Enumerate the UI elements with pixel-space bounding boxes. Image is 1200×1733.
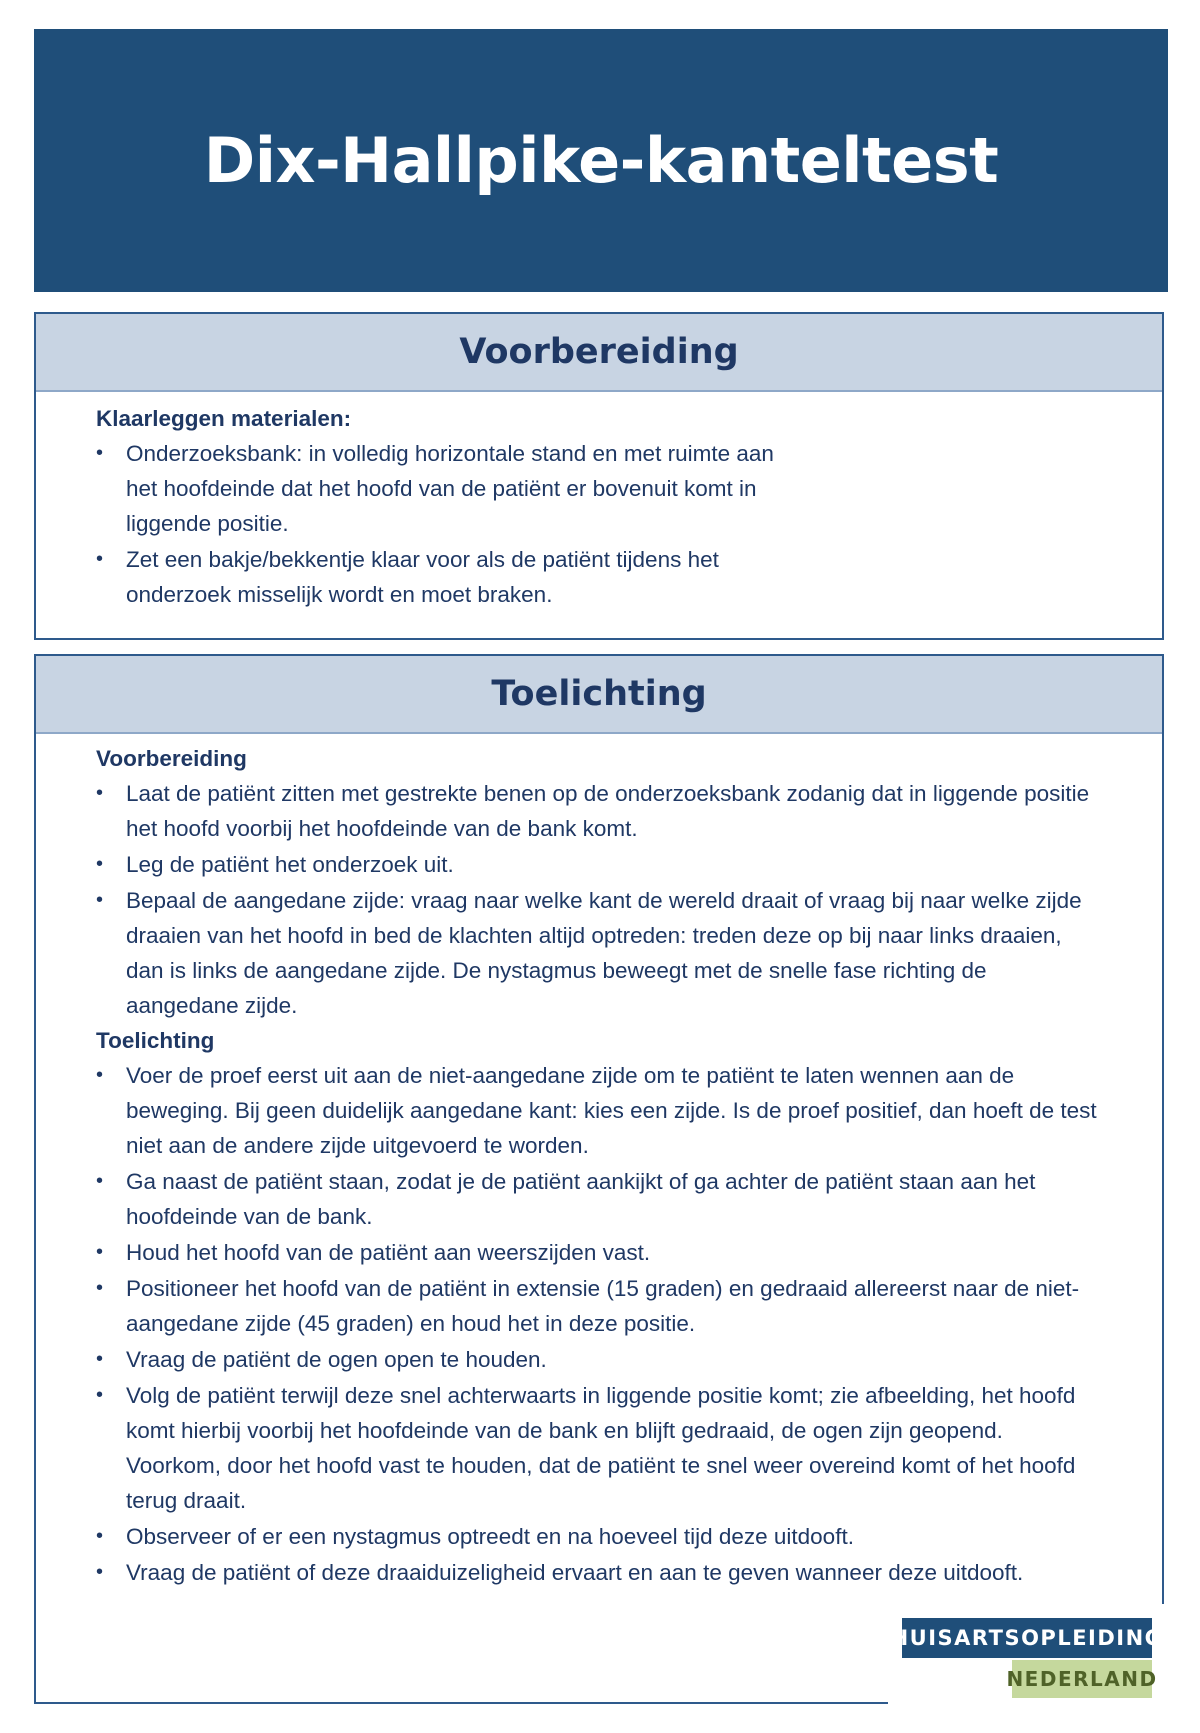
explanation-panel	[34, 654, 1164, 1704]
materials-list	[96, 436, 796, 612]
list-item	[96, 883, 1098, 1023]
list-item-text: Vraag de patiënt de ogen open te houden.	[126, 1347, 547, 1372]
list-item	[96, 1519, 1098, 1554]
explanation-heading: Toelichting	[491, 674, 707, 714]
list-item-text: Zet een bakje/bekkentje klaar voor als de patiënt tijdens het onderzoek misselijk wordt en moet braken.	[126, 547, 719, 607]
list-item-text: Observeer of er een nystagmus optreedt en na hoeveel tijd deze uitdooft.	[126, 1524, 854, 1549]
bullet-icon: •	[96, 1241, 104, 1263]
bullet-icon: •	[96, 1064, 104, 1086]
materials-subheading: Klaarleggen materialen:	[96, 406, 352, 431]
bullet-icon: •	[96, 1525, 104, 1547]
page-title: Dix-Hallpike-kanteltest	[203, 124, 999, 197]
bullet-icon: •	[96, 853, 104, 875]
list-item	[96, 1555, 1098, 1590]
bullet-icon: •	[96, 1277, 104, 1299]
toelichting-subheading: Toelichting	[96, 1028, 215, 1053]
list-item-text: Vraag de patiënt of deze draaiduizeligheid ervaart en aan te geven wanneer deze uitdooft.	[126, 1560, 1024, 1585]
bullet-icon: •	[96, 1384, 104, 1406]
list-item-text: Bepaal de aangedane zijde: vraag naar welke kant de wereld draait of vraag bij naar welke zijde draaien van het hoofd in bed de klachten altijd optreden: treden deze op bij naar links draaien, dan is links de aangedane zijde. De nystagmus beweegt met de snelle fase richting de aangedane zijde.	[126, 888, 1082, 1018]
voorbereiding-subheading: Voorbereiding	[96, 746, 247, 771]
preparation-panel-body	[36, 392, 856, 612]
logo-line-2: NEDERLAND	[1012, 1660, 1152, 1698]
voorbereiding-list	[96, 776, 1098, 1023]
preparation-heading: Voorbereiding	[459, 332, 739, 372]
list-item	[96, 1378, 1098, 1518]
bullet-icon: •	[96, 1170, 104, 1192]
preparation-panel-header	[36, 314, 1162, 392]
list-item-text: Leg de patiënt het onderzoek uit.	[126, 852, 454, 877]
list-item-text: Voer de proef eerst uit aan de niet-aangedane zijde om te patiënt te laten wennen aan de beweging. Bij geen duidelijk aangedane kant: kies een zijde. Is de proef positief, dan hoeft de test niet aan de andere zijde uitgevoerd te worden.	[126, 1063, 1097, 1158]
bullet-icon: •	[96, 782, 104, 804]
logo-line-1: HUISARTSOPLEIDING	[902, 1618, 1152, 1658]
bullet-icon: •	[96, 889, 104, 911]
list-item	[96, 776, 1098, 846]
bullet-icon: •	[96, 1348, 104, 1370]
list-item	[96, 1235, 1098, 1270]
bullet-icon: •	[96, 1561, 104, 1583]
title-banner	[34, 29, 1168, 292]
list-item	[96, 1271, 1098, 1341]
preparation-panel	[34, 312, 1164, 640]
list-item-text: Houd het hoofd van de patiënt aan weerszijden vast.	[126, 1240, 651, 1265]
huisartsopleiding-logo	[888, 1604, 1165, 1733]
list-item	[96, 542, 796, 612]
list-item-text: Positioneer het hoofd van de patiënt in extensie (15 graden) en gedraaid allereerst naar de niet-aangedane zijde (45 graden) en houd het in deze positie.	[126, 1276, 1080, 1336]
list-item-text: Ga naast de patiënt staan, zodat je de patiënt aankijkt of ga achter de patiënt staan aan het hoofdeinde van de bank.	[126, 1169, 1036, 1229]
bullet-icon: •	[96, 442, 104, 464]
explanation-panel-header	[36, 656, 1162, 734]
list-item	[96, 1342, 1098, 1377]
list-item	[96, 1164, 1098, 1234]
list-item-text: Laat de patiënt zitten met gestrekte benen op de onderzoeksbank zodanig dat in liggende positie het hoofd voorbij het hoofdeinde van de bank komt.	[126, 781, 1090, 841]
list-item-text: Volg de patiënt terwijl deze snel achterwaarts in liggende positie komt; zie afbeelding, het hoofd komt hierbij voorbij het hoofdeinde van de bank en blijft gedraaid, de ogen zijn geopend. Voorkom, door het hoofd vast te houden, dat de patiënt te snel weer overeind komt of het hoofd terug draait.	[126, 1383, 1076, 1513]
list-item	[96, 436, 796, 541]
bullet-icon: •	[96, 548, 104, 570]
list-item	[96, 847, 1098, 882]
explanation-panel-body	[36, 734, 1162, 1590]
toelichting-list	[96, 1058, 1098, 1590]
list-item-text: Onderzoeksbank: in volledig horizontale stand en met ruimte aan het hoofdeinde dat het hoofd van de patiënt er bovenuit komt in liggende positie.	[126, 441, 774, 536]
list-item	[96, 1058, 1098, 1163]
